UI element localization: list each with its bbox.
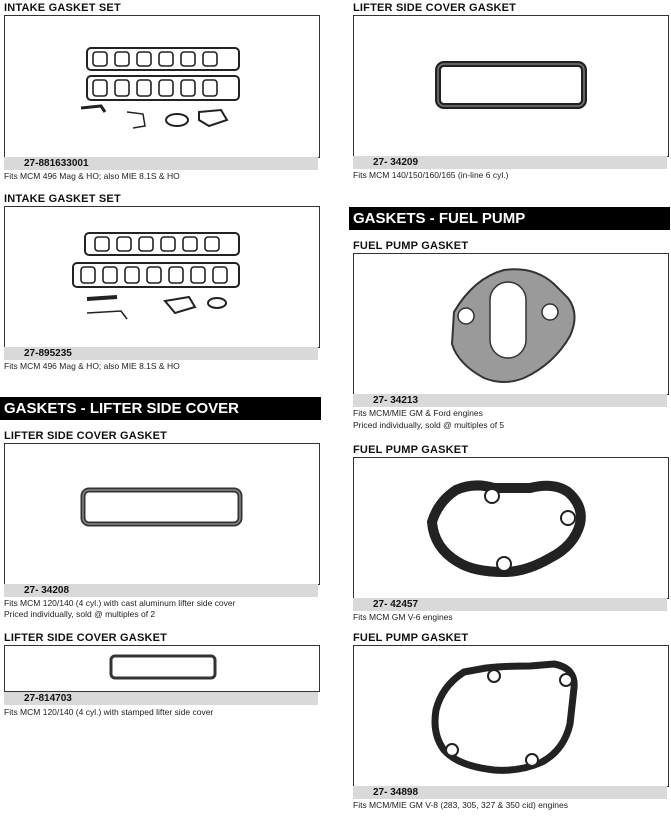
fuel-pump-gasket-title-1: FUEL PUMP GASKET (353, 240, 469, 252)
lifter-gasket-drawing-2 (5, 646, 319, 691)
fuel-pump-gasket-desc-3: Fits MCM/MIE GM V-8 (283, 305, 327 & 350 cid) engines (353, 800, 568, 810)
fuel-pump-gasket-desc-1a: Fits MCM/MIE GM & Ford engines (353, 408, 483, 418)
lifter-gasket-desc-3: Fits MCM 140/150/160/165 (in-line 6 cyl.) (353, 170, 509, 180)
fuel-pump-gasket-image-3 (353, 645, 669, 787)
lifter-gasket-desc-1b: Priced individually, sold @ multiples of 2 (4, 609, 156, 619)
intake-gasket-drawing-2 (5, 207, 319, 347)
part-number-27-34213: 27- 34213 (353, 394, 667, 407)
intake-gasket-set-title-2: INTAKE GASKET SET (4, 193, 121, 205)
intake-gasket-drawing-1 (5, 16, 319, 157)
section-header-fuel-pump: GASKETS - FUEL PUMP (349, 207, 670, 230)
intake-gasket-image-1 (4, 15, 320, 158)
fuel-pump-gasket-image-2 (353, 457, 669, 599)
intake-gasket-desc-2: Fits MCM 496 Mag & HO; also MIE 8.1S & HO (4, 361, 180, 371)
lifter-side-cover-title-3: LIFTER SIDE COVER GASKET (353, 2, 517, 14)
fuel-pump-gasket-image-1 (353, 253, 669, 395)
fuel-pump-gasket-drawing-2 (354, 458, 668, 598)
part-number-27-34209: 27- 34209 (353, 156, 667, 169)
part-number-27-814703: 27-814703 (4, 692, 318, 705)
fuel-pump-gasket-desc-2: Fits MCM GM V-6 engines (353, 612, 453, 622)
fuel-pump-gasket-desc-1b: Priced individually, sold @ multiples of 5 (353, 420, 505, 430)
fuel-pump-gasket-drawing-1 (354, 254, 668, 394)
lifter-gasket-image-1 (4, 443, 320, 585)
part-number-27-34208: 27- 34208 (4, 584, 318, 597)
lifter-gasket-image-3 (353, 15, 669, 157)
part-number-27-895235: 27-895235 (4, 347, 318, 360)
fuel-pump-gasket-title-2: FUEL PUMP GASKET (353, 444, 469, 456)
lifter-gasket-drawing-1 (5, 444, 319, 584)
part-number-27-881633001: 27-881633001 (4, 157, 318, 170)
lifter-side-cover-title-1: LIFTER SIDE COVER GASKET (4, 430, 168, 442)
part-number-27-34898: 27- 34898 (353, 786, 667, 799)
intake-gasket-desc-1: Fits MCM 496 Mag & HO; also MIE 8.1S & HO (4, 171, 180, 181)
lifter-side-cover-title-2: LIFTER SIDE COVER GASKET (4, 632, 168, 644)
fuel-pump-gasket-title-3: FUEL PUMP GASKET (353, 632, 469, 644)
fuel-pump-gasket-drawing-3 (354, 646, 668, 786)
lifter-gasket-desc-1a: Fits MCM 120/140 (4 cyl.) with cast aluminum lifter side cover (4, 598, 236, 608)
intake-gasket-image-2 (4, 206, 320, 348)
lifter-gasket-image-2 (4, 645, 320, 692)
section-header-lifter-side-cover: GASKETS - LIFTER SIDE COVER (0, 397, 321, 420)
lifter-gasket-drawing-3 (354, 16, 668, 156)
part-number-27-42457: 27- 42457 (353, 598, 667, 611)
lifter-gasket-desc-2: Fits MCM 120/140 (4 cyl.) with stamped lifter side cover (4, 707, 214, 717)
intake-gasket-set-title-1: INTAKE GASKET SET (4, 2, 121, 14)
